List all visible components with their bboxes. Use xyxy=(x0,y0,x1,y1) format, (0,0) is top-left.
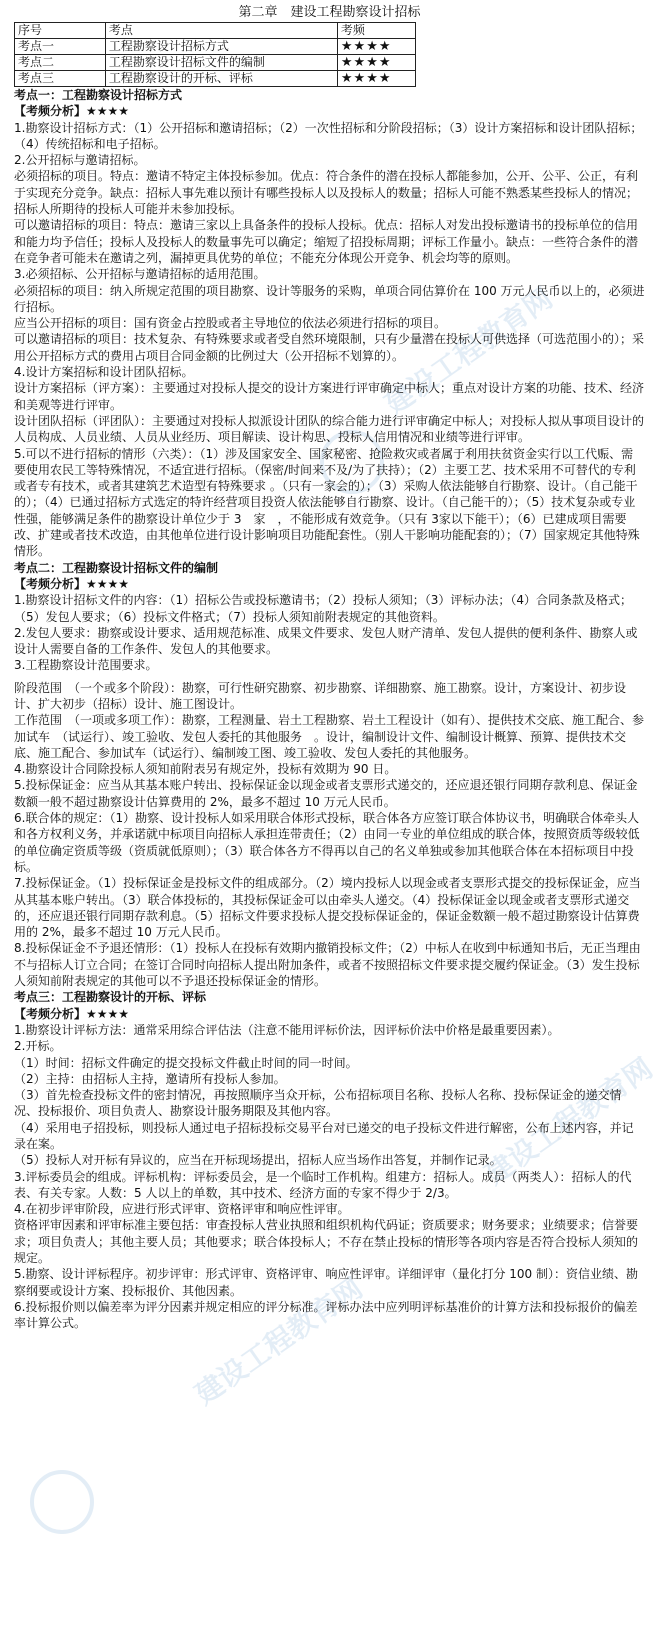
document-body xyxy=(14,87,645,1332)
paragraph: 5.可以不进行招标的情形（六类）：（1）涉及国家安全、国家秘密、抢险救灾或者属于利用扶贫资金实行以工代赈、需要使用农民工等特殊情况，不适宜进行招标。（保密/时间来不及/为了扶持）；（2）主要工艺、技术采用不可替代的专利或者专有技术，或者其建筑艺术造型有特殊要求 。（只有一家会的）；（3）采购人依法能够自行勘察、设计。（自己能干的）；（4）已通过招标方式选定的特许经营项目投资人依法能够自行勘察、设计。（自己能干的）；（5）技术复杂或专业性强，能够满足条件的勘察设计单位少于 3 家 ，不能形成有效竞争。（只有 3家以下能干）；（6）已建成项目需要改、扩建或者技术改造，由其他单位进行设计影响项目功能配套性。（别人干影响功能配套的）；（7）国家规定其他特殊情形。 xyxy=(14,446,640,559)
paragraph: 资格评审因素和评审标准主要包括：审查投标人营业执照和组织机构代码证；资质要求；财务要求；业绩要求；信誉要求；项目负责人；其他主要人员；其他要求；联合体投标人；不存在禁止投标的情形等各项内容是否符合投标人须知的规定。 xyxy=(14,1218,639,1266)
frequency-stars: ★★★★ xyxy=(337,55,415,71)
paragraph: 1.勘察设计评标方法：通常采用综合评估法（注意不能用评标价法，因评标价法中价格是最重要因素）。 xyxy=(14,1022,560,1037)
table-header-row xyxy=(15,23,416,39)
section-heading: 考点一：工程勘察设计招标方式 xyxy=(14,88,183,102)
paragraph: （1）时间：招标文件确定的提交投标文件截止时间的同一时间。 xyxy=(14,1055,358,1070)
paragraph: 5.勘察、设计评标程序。初步评审：形式评审、资格评审、响应性评审。详细评审（量化打分 100 制）：资信业绩、勘察纲要或设计方案、投标报价、其他因素。 xyxy=(14,1267,638,1298)
paragraph: 8.投标保证金不予退还情形：（1）投标人在投标有效期内撤销投标文件；（2）中标人在收到中标通知书后，无正当理由不与招标人订立合同；在签订合同时向招标人提出附加条件，或者不按照招标文件要求提交履约保证金。（3）发生投标人须知前附表规定的其他可以不予退还投标保证金的情形。 xyxy=(14,941,641,989)
paragraph: 必须招标的项目。特点：邀请不特定主体投标参加。优点：符合条件的潜在投标人都能参加，公开、公平、公正，有利于实现充分竞争。缺点：招标人事先难以预计有哪些投标人以及投标人的数量；招标人可能不熟悉某些投标人的情况；招标人所期待的投标人可能并未参加投标。 xyxy=(14,169,639,217)
paragraph: 设计方案招标（评方案）：主要通过对投标人提交的设计方案进行评审确定中标人；重点对设计方案的功能、技术、经济和美观等进行评审。 xyxy=(14,381,645,412)
paragraph: 2.公开招标与邀请招标。 xyxy=(14,153,146,168)
paragraph: （4）采用电子招投标，则投标人通过电子招标投标交易平台对已递交的电子投标文件进行解密，公布上述内容，并记录在案。 xyxy=(14,1120,634,1151)
table-row xyxy=(15,55,416,71)
frequency-analysis: 【考频分析】★★★★ xyxy=(14,1006,130,1021)
frequency-analysis: 【考频分析】★★★★ xyxy=(14,104,130,119)
watermark: 建设工程教育网 xyxy=(189,1271,369,1411)
table-cell: 工程勘察设计招标方式 xyxy=(105,39,337,55)
table-cell: 工程勘察设计招标文件的编制 xyxy=(105,55,337,71)
paragraph: 3.评标委员会的组成。评标机构：评标委员会，是一个临时工作机构。组建方：招标人。成员（两类人）：招标人的代表、有关专家。人数：5 人以上的单数，其中技术、经济方面的专家不得少于 2/3。 xyxy=(14,1169,632,1200)
frequency-analysis: 【考频分析】★★★★ xyxy=(14,576,130,591)
paragraph: 设计团队招标（评团队）：主要通过对投标人拟派设计团队的综合能力进行评审确定中标人；对投标人拟从事项目设计的人员构成、人员业绩、人员从业经历、项目解读、设计构思、投标人信用情况和业绩等进行评审。 xyxy=(14,413,645,445)
paragraph: 工作范围 （一项或多项工作）：勘察，工程测量、岩土工程勘察、岩土工程设计（如有）、提供技术交底、施工配合、参加试车 （试运行）、竣工验收、发包人委托的其他服务 。设计，编制设计文件、编制设计概算、预算、提供技术交底、施工配合、参加试车（试运行）、编制竣工图、竣工验收、发包人委托的其他服务。 xyxy=(14,713,645,760)
paragraph: 可以邀请招标的项目：特点：邀请三家以上具备条件的投标人投标。优点：招标人对发出投标邀请书的投标单位的信用和能力均予信任；投标人及投标人的数量事先可以确定；缩短了招投标周期；评标工作量小。缺点：一些符合条件的潜在竞争者可能未在邀请之列，漏掉更具优势的单位；不能充分体现公开竞争、机会均等的原则。 xyxy=(14,218,639,265)
paragraph: 阶段范围 （一个或多个阶段）：勘察，可行性研究勘察、初步勘察、详细勘察、施工勘察。设计，方案设计、初步设计、扩大初步（招标）设计、施工图设计。 xyxy=(14,680,627,711)
table-cell: 考点一 xyxy=(15,39,106,55)
paragraph: （5）投标人对开标有异议的，应当在开标现场提出，招标人应当场作出答复，并制作记录。 xyxy=(14,1153,502,1168)
table-row xyxy=(15,71,416,87)
watermark-logo xyxy=(30,1470,94,1534)
paragraph: 6.联合体的规定：（1）勘察、设计投标人如采用联合体形式投标，联合体各方应签订联合体协议书，明确联合体牵头人和各方权利义务，并承诺就中标项目向招标人承担连带责任；（2）由同一专业的单位组成的联合体，按照资质等级较低的单位确定资质等级（资质就低原则）；（3）联合体各方不得再以自己的名义单独或参加其他联合体在本招标项目中投标。 xyxy=(14,811,640,874)
paragraph: 1.勘察设计招标方式：（1）公开招标和邀请招标；（2）一次性招标和分阶段招标；（3）设计方案招标和设计团队招标；（4）传统招标和电子招标。 xyxy=(14,120,643,151)
paragraph: 可以邀请招标的项目：技术复杂、有特殊要求或者受自然环境限制，只有少量潜在投标人可供选择（可选范围小的）；采用公开招标方式的费用占项目合同金额的比例过大（公开招标不划算的）。 xyxy=(14,332,645,363)
table-header-cell: 考点 xyxy=(105,23,337,39)
watermark: 建设工程教育网 xyxy=(379,281,559,421)
table-row xyxy=(15,39,416,55)
frequency-stars: ★★★★ xyxy=(337,71,415,87)
paragraph: 7.投标保证金。（1）投标保证金是投标文件的组成部分。（2）境内投标人以现金或者支票形式提交的投标保证金，应当从其基本账户转出。（3）联合体投标的，其投标保证金可以由牵头人递交。（4）投标保证金以现金或者支票形式递交的，还应退还银行同期存款利息。（5）招标文件要求投标人提交投标保证金的，保证金数额一般不超过勘察设计估算费用的 2%，最多不超过 10 万元人民币。 xyxy=(14,876,641,940)
paragraph: 2.发包人要求：勘察或设计要求、适用规范标准、成果文件要求、发包人财产清单、发包人提供的便利条件、勘察人或设计人需要自备的工作条件、发包人的其他要求。 xyxy=(14,625,638,657)
paragraph: 1.勘察设计招标文件的内容：（1）招标公告或投标邀请书；（2）投标人须知；（3）评标办法；（4）合同条款及格式；（5）发包人要求；（6）投标文件格式；（7）投标人须知前附表规定的其他资料。 xyxy=(14,593,632,624)
paragraph: 3.工程勘察设计范围要求。 xyxy=(14,658,158,673)
paragraph: 4.在初步评审阶段，应进行形式评审、资格评审和响应性评审。 xyxy=(14,1202,350,1217)
paragraph: 2.开标。 xyxy=(14,1039,62,1054)
paragraph: （3）首先检查投标文件的密封情况，再按照顺序当众开标，公布招标项目名称、投标人名称、投标保证金的递交情况、投标报价、项目负责人、勘察设计服务期限及其他内容。 xyxy=(14,1088,622,1119)
chapter-title: 第二章 建设工程勘察设计招标 xyxy=(238,5,421,20)
paragraph: 应当公开招标的项目：国有资金占控股或者主导地位的依法必须进行招标的项目。 xyxy=(14,316,447,331)
table-cell: 工程勘察设计的开标、评标 xyxy=(105,71,337,87)
section-heading: 考点二：工程勘察设计招标文件的编制 xyxy=(14,560,219,575)
topic-table xyxy=(14,22,416,87)
paragraph: 4.勘察设计合同除投标人须知前附表另有规定外，投标有效期为 90 日。 xyxy=(14,762,397,777)
paragraph: 5.投标保证金：应当从其基本账户转出、投标保证金以现金或者支票形式递交的，还应退还银行同期存款利息、保证金数额一般不超过勘察设计估算费用的 2%，最多不超过 10 万元人民币。 xyxy=(14,778,638,809)
frequency-stars: ★★★★ xyxy=(337,39,415,55)
paragraph: 3.必须招标、公开招标与邀请招标的适用范围。 xyxy=(14,267,266,282)
table-cell: 考点三 xyxy=(15,71,106,87)
section-heading: 考点三：工程勘察设计的开标、评标 xyxy=(14,990,207,1005)
paragraph: （2）主持：由招标人主持，邀请所有投标人参加。 xyxy=(14,1071,286,1086)
paragraph: 4.设计方案招标和设计团队招标。 xyxy=(14,365,194,380)
watermark: 建设工程教育网 xyxy=(479,1051,659,1191)
paragraph: 6.投标报价则以偏差率为评分因素并规定相应的评分标准。评标办法中应列明评标基准价的计算方法和投标报价的偏差率计算公式。 xyxy=(14,1299,638,1331)
paragraph: 必须招标的项目：纳入所规定范围的项目勘察、设计等服务的采购，单项合同估算价在 100 万元人民币以上的，必须进行招标。 xyxy=(14,283,645,314)
table-cell: 考点二 xyxy=(15,55,106,71)
document-page xyxy=(14,4,645,1332)
table-header-cell: 考频 xyxy=(337,23,415,39)
table-header-cell: 序号 xyxy=(15,23,106,39)
